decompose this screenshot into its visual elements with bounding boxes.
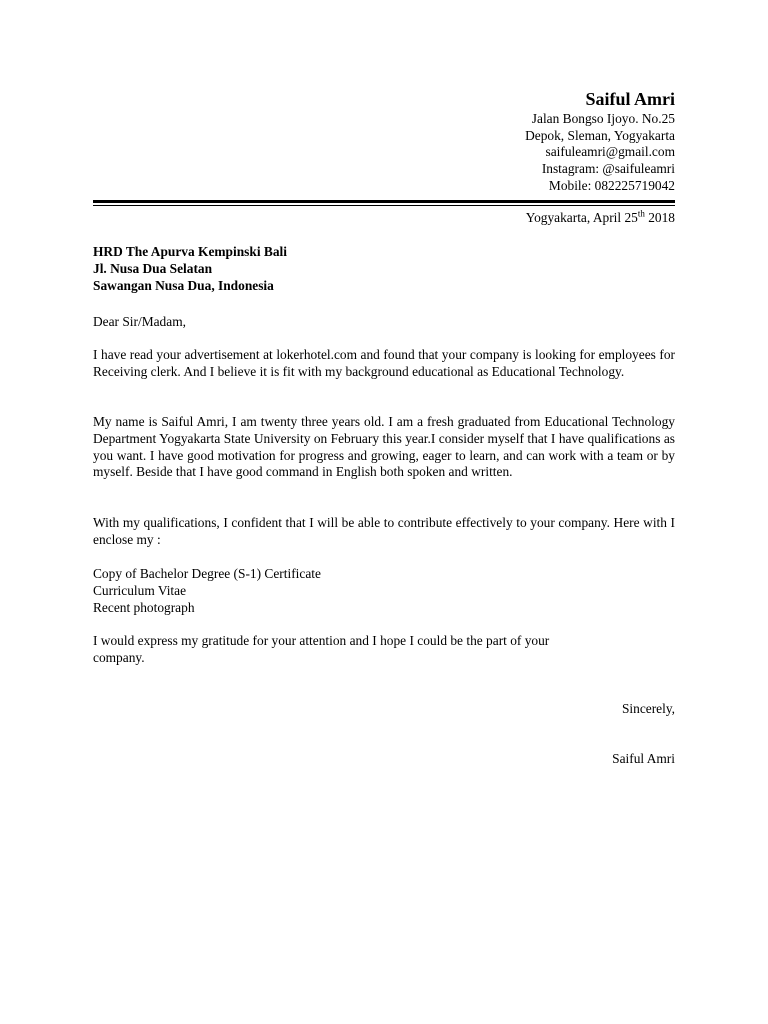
sender-address-line1: Jalan Bongso Ijoyo. No.25 [531,111,675,126]
body-paragraph-2: My name is Saiful Amri, I am twenty three years old. I am a fresh graduated from Educational Technology Department Yogyakarta State University on February this year.I consider myself that I have qualifications as you want. I have good motivation for progress and growing, eager to learn, and can work with a team or by myself. Beside that I have good command in English both spoken and written. [93,414,675,480]
enclosure-item: Recent photograph [93,599,195,615]
salutation: Dear Sir/Madam, [93,314,186,329]
enclosure-item: Copy of Bachelor Degree (S-1) Certificate [93,566,321,581]
sender-email: saifuleamri@gmail.com [545,144,675,160]
header-divider-thin [93,205,675,206]
enclosure-item: Curriculum Vitae [93,582,187,598]
header-divider-thick [93,200,675,203]
enclosure-list [93,566,321,616]
recipient-line3: Sawangan Nusa Dua, Indonesia [93,277,274,293]
body-paragraph-3: With my qualifications, I confident that I will be able to contribute effectively to your company. Here with I enclose my : [93,515,675,547]
closing: Sincerely, [621,701,675,716]
date-year: 2018 [644,210,675,225]
letter-date [526,210,675,227]
body-paragraph-1: I have read your advertisement at lokerhotel.com and found that your company is looking for employees for Receiving clerk. And I believe it is fit with my background educational as Educational Technology. [93,347,675,379]
letterhead [525,88,675,195]
body-paragraph-4 [93,633,675,667]
recipient-line1: HRD The Apurva Kempinski Bali [93,244,287,259]
sender-address-line2: Depok, Sleman, Yogyakarta [525,127,675,143]
recipient-line2: Jl. Nusa Dua Selatan [93,260,213,276]
sender-name: Saiful Amri [585,89,675,109]
date-prefix: Yogyakarta, April 25 [525,210,638,225]
sender-instagram: Instagram: @saifuleamri [541,161,675,177]
recipient-block [93,244,287,294]
body-paragraph-4-line2: company. [93,649,145,665]
signature-name: Saiful Amri [612,751,675,766]
body-paragraph-4-line1: I would express my gratitude for your attention and I hope I could be the part of your [93,633,550,648]
date-suffix: th [637,208,645,219]
letter-page [93,0,675,1024]
sender-mobile: Mobile: 082225719042 [548,177,675,193]
